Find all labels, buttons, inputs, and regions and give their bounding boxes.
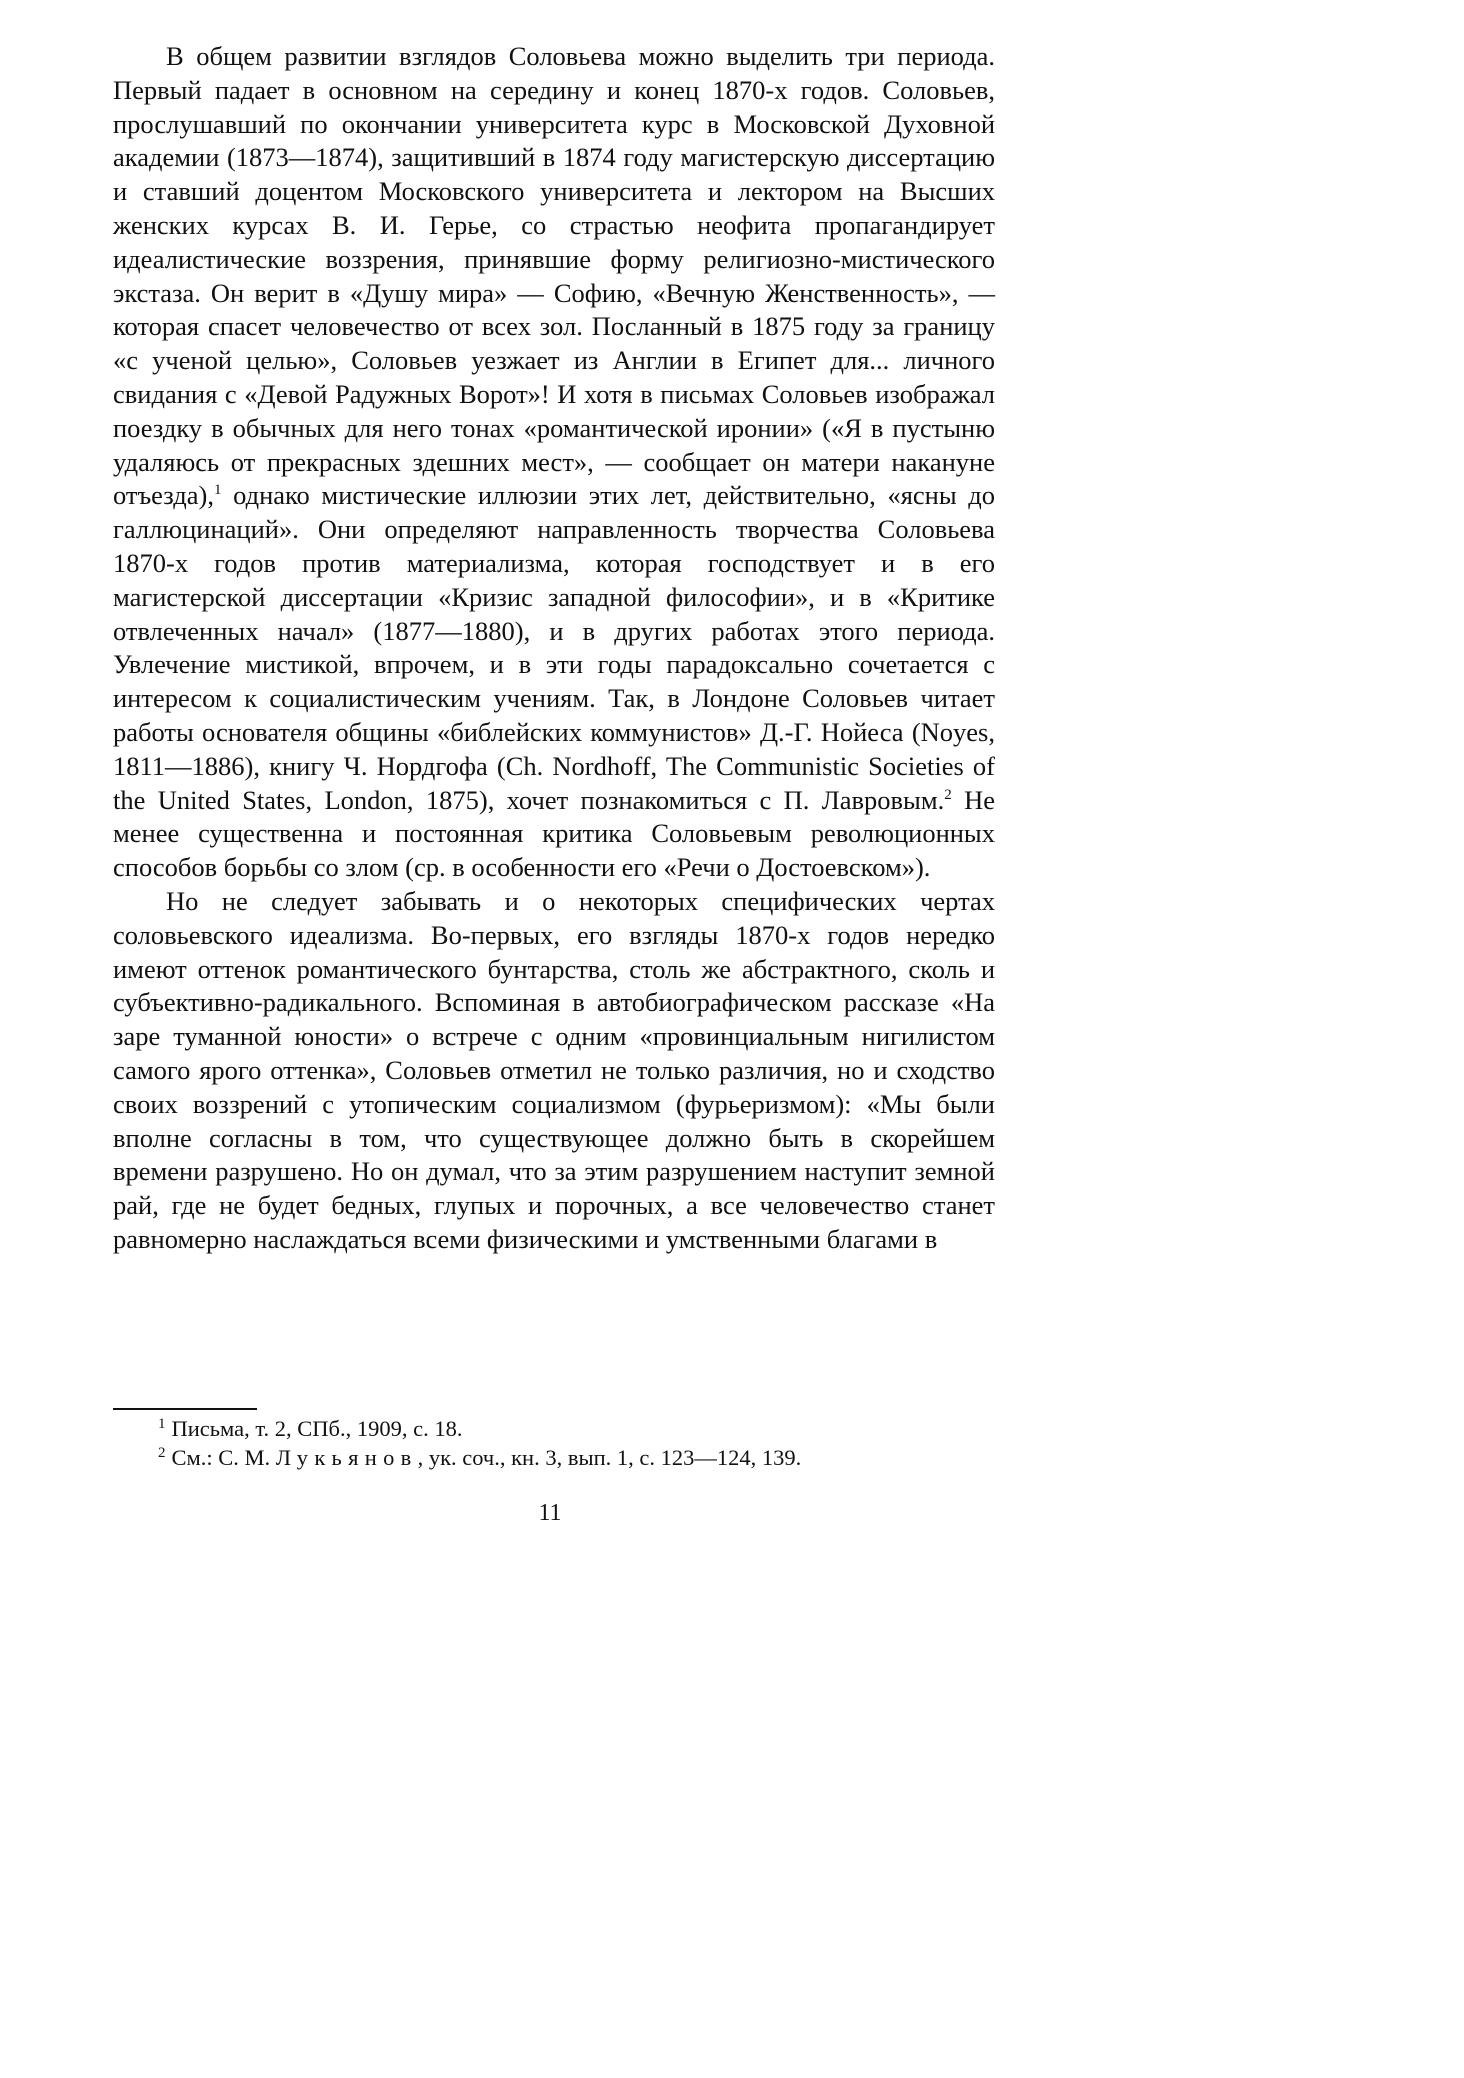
footnotes (158, 1414, 1000, 1472)
paragraph (113, 40, 995, 885)
footnote-reference[interactable]: 2 (944, 786, 952, 803)
footnote (158, 1414, 1000, 1443)
paragraph-text: В общем развитии взглядов Соловьева можно выделить три периода. Первый падает в основном на середину и конец 1870-х годов. Соловьев, прослушавший по окончании университета курс в Московской Духовной академии (1873—1874), защитивший в 1874 году магистерскую диссертацию и ставший доцентом Московского университета и лектором на Высших женских курсах В. И. Герье, со страстью неофита пропагандирует идеалистические воззрения, принявшие форму религиозно-мистического экстаза. Он верит в «Душу мира» — Софию, «Вечную Женственность», — которая спасет человечество от всех зол. Посланный в 1875 году за границу «с ученой целью», Соловьев уезжает из Англии в Египет для... личного свидания с «Девой Радужных Ворот»! И хотя в письмах Соловьев изображал поездку в обычных для него тонах «романтической иронии» («Я в пустыню удаляюсь от прекрасных здешних мест», — сообщает он матери накануне отъезда), (113, 41, 995, 511)
page-number: 11 (538, 1500, 562, 1526)
paragraph-text: Не менее существенна и постоянная критика Соловьевым революционных способов борьбы со злом (ср. в особенности его «Речи о Достоевском»). (113, 784, 995, 883)
footnote-author: Лукьянов (275, 1445, 418, 1470)
paragraph (113, 885, 995, 1257)
footnote-marker: 2 (158, 1444, 166, 1461)
footnote-separator (113, 1408, 257, 1410)
footnote-suffix: , ук. соч., кн. 3, вып. 1, с. 123—124, 139. (417, 1445, 802, 1470)
paragraph-text: однако мистические иллюзии этих лет, действительно, «ясны до галлюцинаций». Они определяют направленность творчества Соловьева 1870-х годов против материализма, которая господствует и в его магистерской диссертации «Кризис западной философии», и в «Критике отвлеченных начал» (1877—1880), и в других работах этого периода. Увлечение мистикой, впрочем, и в эти годы парадоксально сочетается с интересом к социалистическим учениям. Так, в Лондоне Соловьев читает работы основателя общины «библейских коммунистов» Д.-Г. Нойеса (Noyes, 1811—1886), книгу Ч. Нордгофа (Ch. Nordhoff, The Communistic Societies of the United States, London, 1875), хочет познакомиться с П. Лавровым. (113, 480, 995, 815)
footnote-text: Письма, т. 2, СПб., 1909, с. 18. (171, 1416, 463, 1441)
footnote-marker: 1 (158, 1415, 166, 1432)
body-text (113, 40, 995, 1257)
footnote-reference[interactable]: 1 (213, 482, 222, 499)
footnote-prefix: См.: С. М. (171, 1445, 276, 1470)
paragraph-text: Но не следует забывать и о некоторых специфических чертах соловьевского идеализма. Во-первых, его взгляды 1870-х годов нередко имеют оттенок романтического бунтарства, столь же абстрактного, сколь и субъективно-радикального. Вспоминая в автобиографическом рассказе «На заре туманной юности» о встрече с одним «провинциальным нигилистом самого ярого оттенка», Соловьев отметил не только различия, но и сходство своих воззрений с утопическим социализмом (фурьеризмом): «Мы были вполне согласны в том, что существующее должно быть в скорейшем времени разрушено. Но он думал, что за этим разрушением наступит земной рай, где не будет бедных, глупых и порочных, а все человечество станет равномерно наслаждаться всеми физическими и умственными благами в (113, 885, 995, 1254)
footnote (158, 1443, 1000, 1472)
